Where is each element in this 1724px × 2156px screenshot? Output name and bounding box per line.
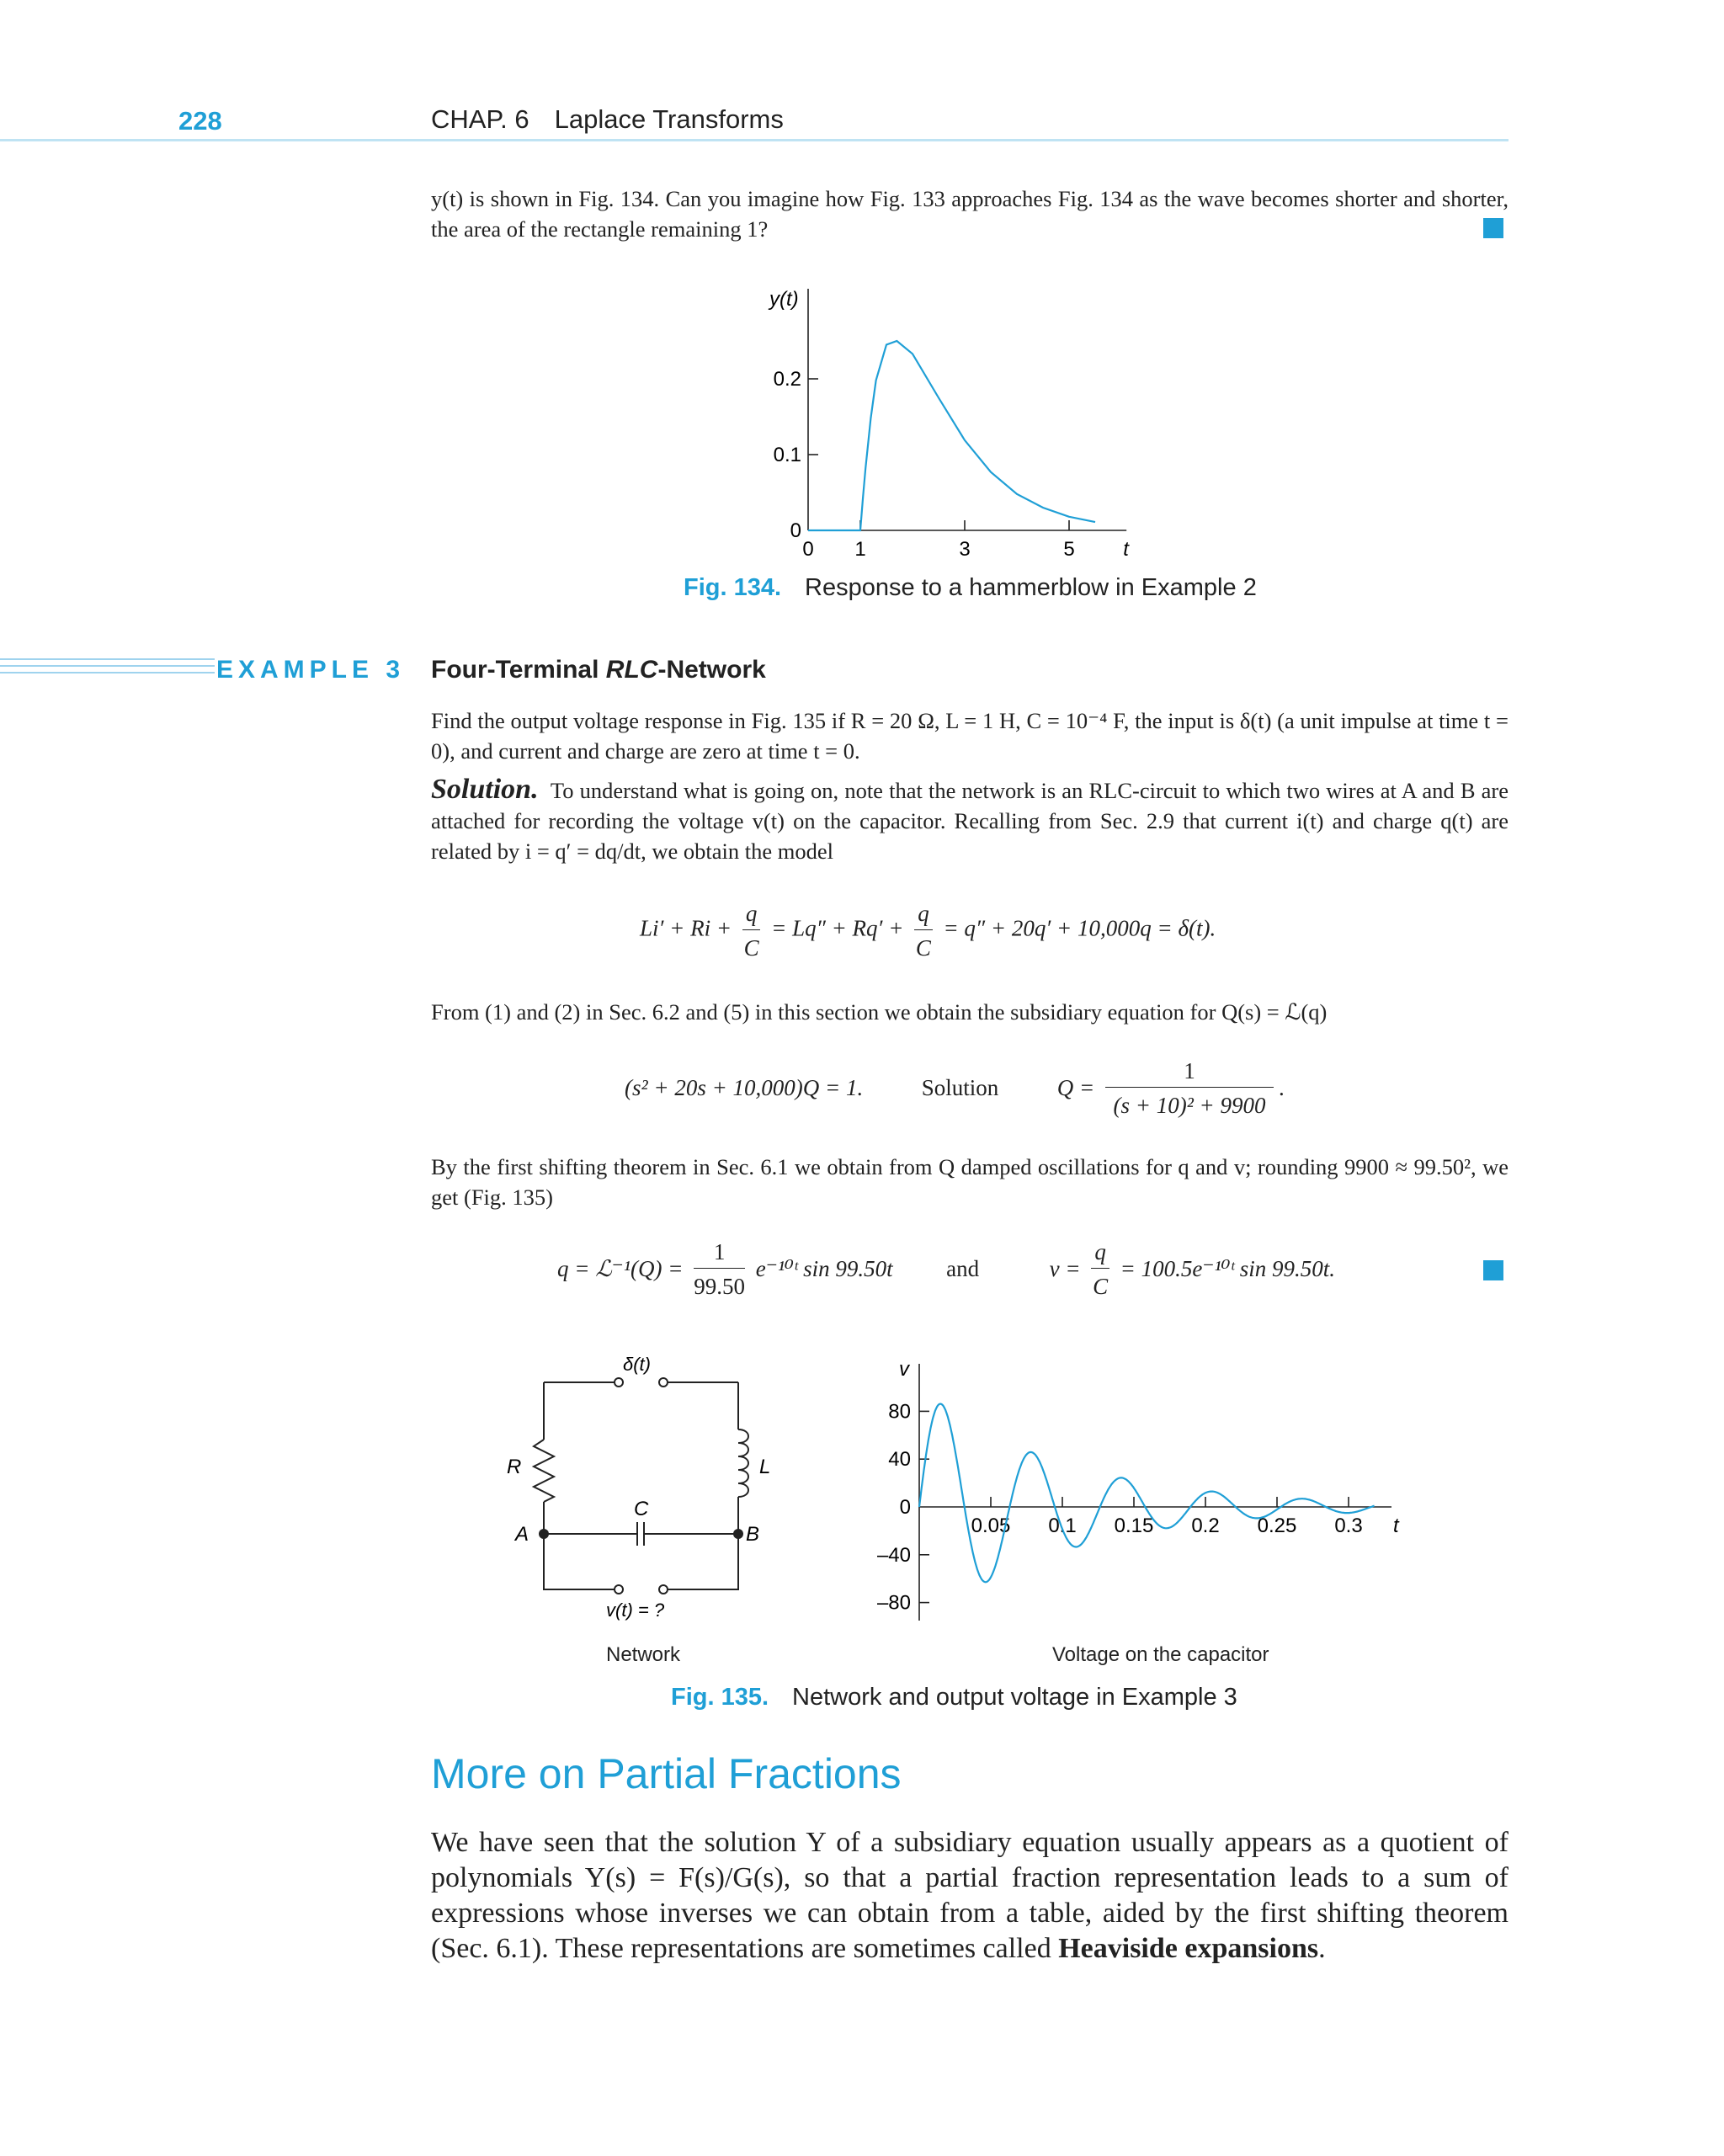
- resistor: [534, 1440, 554, 1502]
- input-terminal-right: [659, 1378, 668, 1387]
- fig134-xtick-label: 3: [959, 538, 971, 560]
- solution-label: Solution.: [431, 774, 539, 805]
- fig134-xlabel: t: [1123, 538, 1129, 560]
- final-q-den: 99.50: [694, 1274, 745, 1299]
- voltage-caption: Voltage on the capacitor: [1052, 1643, 1269, 1666]
- fig135-ytick-label: 0: [899, 1496, 911, 1519]
- resistor-label: R: [507, 1456, 522, 1478]
- model-eq-part-a: Li′ + Ri +: [640, 915, 732, 941]
- shifting-text: By the first shifting theorem in Sec. 6.1 we obtain from Q damped oscillations for q and v; rounding 9900 ≈ 99.50², we get (Fig. 135): [431, 1154, 1508, 1210]
- network-caption: Network: [606, 1643, 681, 1666]
- fig134-series-line: [808, 341, 1095, 530]
- fig135-label: Fig. 135.: [671, 1684, 769, 1711]
- section-body-end: .: [1318, 1933, 1326, 1964]
- solution-paragraph: [431, 775, 1508, 866]
- fig134-ytick-label: 0: [790, 519, 801, 542]
- fig135-xtick-label: 0.3: [1334, 1515, 1363, 1537]
- fig135-xtick-label: 0.2: [1191, 1515, 1220, 1537]
- example-problem: Find the output voltage response in Fig. 135 if R = 20 Ω, L = 1 H, C = 10⁻⁴ F, the input is δ(t) (a unit impulse at time t = 0), and current and charge are zero at time t = 0.: [431, 708, 1508, 764]
- fig134-caption-text: Response to a hammerblow in Example 2: [805, 574, 1257, 601]
- frac-num-2: q: [914, 899, 933, 930]
- fig135-xtick-label: 0.1: [1048, 1515, 1077, 1537]
- model-eq-part-c: = q″ + 20q′ + 10,000q = δ(t).: [943, 915, 1216, 941]
- input-label: δ(t): [623, 1354, 651, 1375]
- fig134-ylabel: y(t): [769, 288, 799, 311]
- header-rule: [0, 139, 1508, 141]
- final-q-lhs: q = ℒ⁻¹(Q) =: [557, 1256, 684, 1281]
- subsidiary-equation: (s² + 20s + 10,000)Q = 1. Solution Q = $\frac{1}{\text{(s + 10)² + 9900}}$ .: [625, 1058, 1285, 1118]
- fig135-caption: [671, 1684, 1237, 1711]
- fraction-q-over-c-2: [914, 899, 933, 962]
- inductor: [738, 1429, 748, 1497]
- q-frac-num: 1: [1105, 1057, 1274, 1088]
- section-body-text: We have seen that the solution Y of a subsidiary equation usually appears as a quotient of polynomials Y(s) = F(s)/G(s), so that a partial fraction representation leads to a sum of expressions whose inverses we can obtain from a table, aided by the first shifting theorem (Sec. 6.1). These representations are sometimes called: [431, 1827, 1508, 1964]
- fig135-series-line: [919, 1404, 1375, 1583]
- node-b: [733, 1529, 743, 1539]
- capacitor-label: C: [634, 1498, 649, 1520]
- node-a: [539, 1529, 549, 1539]
- fig134-caption: [684, 574, 1257, 602]
- voltage-chart: [867, 1347, 1423, 1633]
- example-title: [431, 656, 766, 684]
- fig135-ylabel: v: [899, 1358, 909, 1381]
- fig135-xtick-label: 0.15: [1114, 1515, 1154, 1537]
- frac-den-2: C: [915, 935, 931, 961]
- end-of-example-marker-2: [1483, 1260, 1503, 1280]
- final-v-fraction: [1091, 1238, 1109, 1301]
- and-word: and: [946, 1256, 980, 1281]
- fraction-q-over-c: [742, 899, 761, 962]
- final-v-den: C: [1093, 1274, 1109, 1299]
- fig134-ytick-label: 0.2: [773, 368, 801, 391]
- section-body: [431, 1825, 1508, 1967]
- chapter-title: Laplace Transforms: [554, 104, 784, 134]
- fig135-caption-text: Network and output voltage in Example 3: [792, 1684, 1237, 1711]
- frac-num: q: [742, 899, 761, 930]
- solution-text: To understand what is going on, note that the network is an RLC-circuit to which two wires at A and B are attached for recording the voltage v(t) on the capacitor. Recalling from Sec. 2.9 that current i(t) and charge q(t) are related by i = q′ = dq/dt, we obtain the model: [431, 778, 1509, 864]
- fig135-ytick-label: 80: [888, 1400, 911, 1424]
- model-eq-part-b: = Lq″ + Rq′ +: [771, 915, 904, 941]
- fig135-xtick-label: 0.25: [1257, 1515, 1297, 1537]
- solution-word: Solution: [921, 1075, 999, 1100]
- fig135-xlabel: t: [1393, 1515, 1399, 1537]
- model-equation: [640, 899, 1216, 962]
- section-title: More on Partial Fractions: [431, 1750, 902, 1797]
- final-q-rest: e⁻¹⁰ᵗ sin 99.50t: [755, 1256, 893, 1281]
- example-title-part: Four-Terminal: [431, 656, 606, 684]
- final-q-fraction: [694, 1238, 745, 1301]
- fig134-ytick-label: 0.1: [773, 444, 801, 466]
- wire-bottom-left: [544, 1534, 615, 1589]
- section-body-bold: Heaviside expansions: [1058, 1933, 1319, 1964]
- fig135-ytick-label: –40: [876, 1543, 911, 1567]
- subsidiary-eq: (s² + 20s + 10,000)Q = 1.: [625, 1075, 864, 1100]
- example-title-rest: -Network: [657, 656, 766, 684]
- fig135-xtick-label: 0.05: [971, 1515, 1011, 1537]
- output-terminal-right: [659, 1585, 668, 1594]
- fig135-ytick-label: 40: [888, 1448, 911, 1472]
- circuit-diagram: [497, 1347, 783, 1633]
- subsidiary-text: From (1) and (2) in Sec. 6.2 and (5) in this section we obtain the subsidiary equation for Q(s) = ℒ(q): [431, 999, 1328, 1025]
- final-v-rest: = 100.5e⁻¹⁰ᵗ sin 99.50t.: [1120, 1256, 1336, 1281]
- fig134-xtick-label: 0: [802, 538, 814, 560]
- node-b-label: B: [746, 1523, 760, 1546]
- fig134-xtick-label: 1: [854, 538, 866, 560]
- output-terminal-left: [615, 1585, 623, 1594]
- fig135-ytick-label: –80: [876, 1591, 911, 1615]
- page-number: 228: [178, 106, 222, 136]
- example-label: EXAMPLE 3: [216, 656, 406, 684]
- input-terminal-left: [615, 1378, 623, 1387]
- final-q-num: 1: [694, 1238, 745, 1269]
- final-v-num: q: [1091, 1238, 1109, 1269]
- fig134-xtick-label: 5: [1063, 538, 1075, 560]
- wire-bottom-right: [668, 1534, 738, 1589]
- intro-paragraph: y(t) is shown in Fig. 134. Can you imagine how Fig. 133 approaches Fig. 134 as the wave becomes shorter and shorter, the area of the rectangle remaining 1?: [431, 186, 1508, 242]
- q-eq-lhs: Q =: [1056, 1075, 1095, 1100]
- capacitor: [637, 1522, 644, 1546]
- final-equation: [557, 1238, 1335, 1301]
- example-title-italic: RLC: [605, 656, 658, 684]
- end-of-example-marker: [1483, 218, 1503, 238]
- fig134-label: Fig. 134.: [684, 574, 782, 601]
- fig134-chart: [741, 282, 1195, 560]
- chapter-number: CHAP. 6: [431, 104, 529, 134]
- frac-den: C: [743, 935, 759, 961]
- inductor-label: L: [759, 1456, 771, 1478]
- q-fraction: [1105, 1057, 1274, 1120]
- q-frac-den: (s + 10)² + 9900: [1113, 1093, 1266, 1118]
- output-label: v(t) = ?: [606, 1600, 665, 1621]
- final-v-lhs: v =: [1049, 1256, 1081, 1281]
- running-header: [431, 104, 784, 135]
- node-a-label: A: [515, 1523, 529, 1546]
